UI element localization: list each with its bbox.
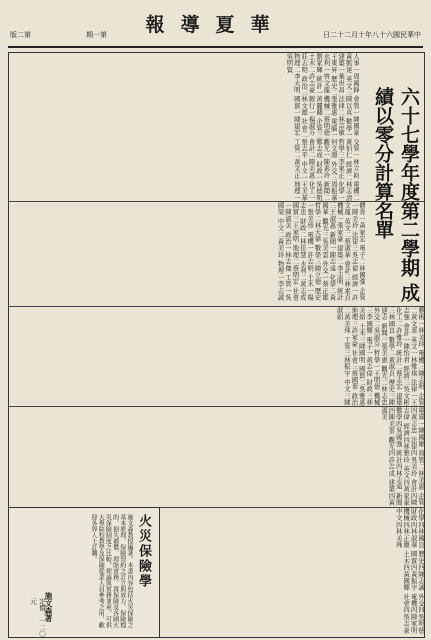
list-item: 政治一林志傑 [283,231,291,272]
list-item: 中文四林美珠 [394,508,402,549]
list-item: 哲學三李家正 [337,138,345,179]
list-item: 政治三林文雄 [300,75,308,116]
list-item: 藝術一林美玲 [417,307,424,348]
list-item: 資管二林美惠 [417,449,424,490]
list-item: 土木二許志豪 [307,53,315,94]
list-item: 機械二蔡明德 [322,95,330,136]
list-item: 工管三林振宇 [342,336,350,377]
ad-price: 定價：一二〇元 [29,598,46,637]
list-item: 社會四吳志豪 [402,593,410,634]
list-item: 化學四林國良 [417,508,424,549]
list-item: 物理一李志誠 [276,260,284,301]
list-item: 哲學二林大偉 [313,202,321,243]
list-item: 建築一葉世昌 [337,53,345,94]
list-item: 歷史一張美珍 [306,202,321,301]
list-item: 歷史二張雅惠 [329,75,337,116]
list-item: 法律二林宗敏 [337,95,345,136]
list-item: 經濟二林志清 [344,160,352,201]
list-item: 觀光一陳素玲 [322,138,330,179]
list-item: 歷史三陳建志 [379,307,395,406]
list-item: 地理三許家豪 [350,307,358,348]
list-item: 經濟一許文龍 [343,202,358,301]
list-item: 國貿一陳建宏 [292,95,300,136]
list-item: 經濟四林雅玲 [402,422,410,464]
list-item: 社會三蔡國華 [350,349,358,390]
entry-columns [9,307,424,407]
list-item: 電機三陳志明 [417,349,424,390]
ad-title: 火災保險學 [136,514,151,589]
list-item: 電機二黃凱達 [344,53,359,201]
list-item: 企管三鄭志成 [314,118,322,159]
list-item: 工管一吳國榮 [276,202,291,301]
list-item: 企管四黃志忠 [409,407,424,506]
list-item: 機械四林正雄 [402,508,410,549]
list-item: 經濟三吳文彬 [402,365,410,406]
list-item: 英文一林雅琪 [409,336,417,377]
list-band-1 [9,53,424,201]
list-item: 觀光四許志成 [387,436,395,477]
list-item: 統計三王淑惠 [328,202,343,301]
entry-columns [9,407,424,508]
list-band-3 [9,306,424,407]
list-item: 國貿四黃振宇 [409,550,417,591]
list-item: 財政一吳德明 [314,160,322,201]
list-item: 財政四林淑華 [409,508,417,549]
list-item: 數學四吳國強 [394,407,402,448]
list-band-5 [159,507,424,638]
list-item: 社會一陳淑美 [283,202,299,301]
list-item: 化工二許雅玲 [394,307,402,348]
list-item: 英文三陳以真 [344,75,352,116]
list-item: 法律四吳美玲 [409,436,417,477]
newspaper-page [8,52,425,638]
list-item: 交管一林立鈞 [352,138,359,179]
entry-columns [159,508,424,638]
list-item: 政治二黃美珠 [342,307,358,406]
list-item: 水利一曾文龍 [322,53,330,94]
newspaper-title: 報導夏華 [145,14,286,36]
list-item: 會計一陳怡君 [402,322,410,364]
list-item: 土木一楊志忠 [298,202,314,301]
list-item: 電子一黃志偉 [365,336,373,377]
entry-columns [9,53,359,201]
list-item: 機械三李國輝 [365,307,380,406]
list-item: 體育一黃家宏 [358,202,365,243]
headline-line-2: 成績以零分計算名單 [372,87,420,302]
list-item: 國貿二吳雅惠 [357,365,365,406]
list-item: 外交一蔡正雄 [320,260,328,301]
list-item: 中文一王美華 [300,160,308,201]
list-item: 哲學一王明德 [372,349,380,390]
list-item: 統計二蔡志宏 [394,349,402,390]
list-item: 財政二林佳慧 [298,217,306,259]
list-item: 工管二黃文正 [292,138,300,179]
list-item: 電腦一何文淵 [329,118,337,159]
list-item: 統計一黃麗卿 [314,75,322,116]
list-item: 化學一王東昇 [329,53,345,201]
list-item: 電算一陳國雄 [417,407,424,448]
list-item: 會計二陳美惠 [307,138,315,179]
list-item: 國貿三王家明 [291,202,299,243]
list-item: 中文三陳淑娟 [335,307,350,406]
list-item: 建築二李志明 [335,244,343,285]
list-item: 電子二林國強 [358,244,365,285]
issue-label: 期一第 [86,31,107,39]
list-item: 新聞三張美惠 [379,322,387,364]
list-item: 外交四吳明德 [417,593,424,634]
list-item: 物理二李大明 [292,53,300,94]
list-item: 外交三周振華 [329,160,337,201]
list-item: 新聞四陳美雲 [387,407,402,506]
list-item: 化學二黃國華 [320,202,336,301]
entry-columns [9,202,365,307]
masthead [8,8,423,48]
list-item: 水利二黃志成 [298,260,306,301]
list-item: 觀光三吳美雲 [320,217,328,259]
list-item: 新聞一陳志遠 [328,231,336,272]
list-item: 電機四陳家明 [409,593,417,634]
list-item: 機械一張家豪 [335,202,343,243]
list-item: 中文二黃美玲 [276,217,284,259]
list-item: 會管一陳國豪 [352,95,359,136]
list-item: 人事一周國鋒 [352,53,359,94]
list-item: 英文四黃家豪 [402,465,410,506]
list-item: 銀行一楊淑芬 [307,95,315,136]
list-item: 土木四黃國輝 [402,550,410,591]
list-item: 財政三林美娟 [357,307,373,406]
list-item: 企管二黃文華 [409,307,424,406]
page-label: 版二第 [10,31,31,39]
list-item: 企管一陳美玲 [350,202,365,301]
list-item: 地理二蔡明宏 [291,244,299,285]
list-item: 歷史四陳志誠 [417,550,424,591]
list-item: 數學三陳立德 [313,244,321,285]
list-item: 社會二張志平 [300,118,308,159]
headline-line-1: 六十七學年度第二學期 [398,87,420,277]
list-item: 外交二吳淑芬 [372,307,380,348]
list-item: 地理一吳明賢 [285,53,300,201]
date-label: 日二十二月十年八十六國民華中 [323,31,421,39]
list-item: 土木三陳國明 [357,322,365,364]
book-advertisement [9,507,160,638]
list-item: 建築三林國良 [387,307,402,406]
list-band-2 [9,201,424,307]
list-item: 統計四林志遠 [394,449,402,490]
list-item: 會計三林素貞 [343,260,351,301]
list-item: 建築四黃淑美 [379,407,395,506]
list-item: 觀光二林志忠 [379,365,387,406]
ad-author: 施文森著 [44,592,53,622]
list-item: 數學二黃淑貞 [387,336,395,377]
list-item: 英文二蔡淑華 [343,217,351,259]
list-item: 電機一許志明 [306,231,314,272]
list-item: 法律一王志強 [402,307,417,406]
list-item: 會計四陳志偉 [402,407,417,506]
list-item: 法律三吳志偉 [350,231,358,272]
list-item: 數學一黃伯仁 [344,118,352,159]
list-item: 新聞二劉家輝 [314,53,330,201]
list-item: 化工一莊志明 [300,53,315,201]
ad-body: 施文森教授編著。本書內容包括火災保險之基本原理、保險契約之訂立與效力、保險標的、損失補償、理賠實務、再保險及各國火災保險制度之比較，理論與實務並重，可供大專院校教學及保險從業人員參考之用，歡迎各界人士訂購。 [89,514,133,628]
